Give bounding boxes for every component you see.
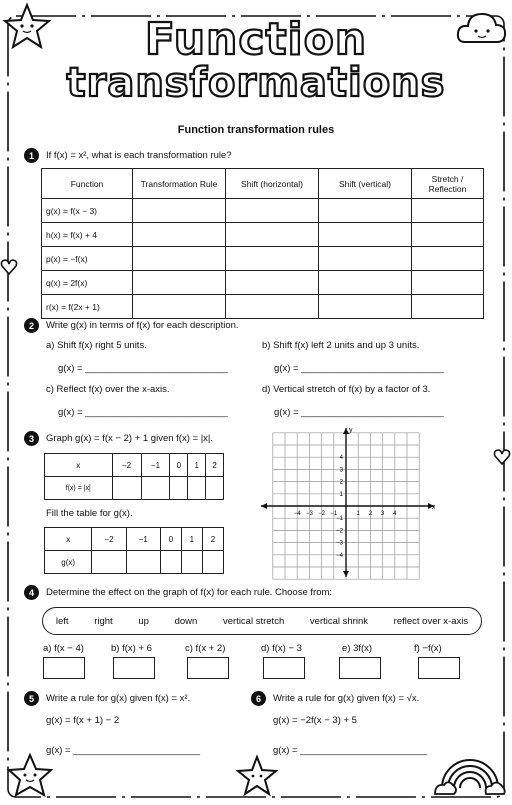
q4d-label: d) f(x) − 3 — [261, 643, 302, 654]
choice-item: right — [94, 615, 113, 627]
x-tick-label: 1 — [356, 511, 360, 517]
worksheet-title-line2: transformations — [66, 60, 446, 106]
q2d-text: d) Vertical stretch of f(x) by a factor of 3. — [262, 384, 431, 395]
answer-cell[interactable] — [412, 223, 484, 247]
q4e-label: e) 3f(x) — [342, 643, 373, 654]
q4c-label: c) f(x + 2) — [185, 643, 226, 654]
choice-item: down — [174, 615, 198, 627]
table-header-cell: −2 — [92, 528, 126, 551]
q4d-answer-box[interactable] — [263, 657, 305, 679]
answer-cell[interactable] — [412, 199, 484, 223]
table-header-cell: 2 — [202, 528, 223, 551]
choice-item: left — [55, 615, 69, 627]
worksheet-title-line1: Function — [144, 14, 368, 65]
function-cell: r(x) = f(2x + 1) — [42, 295, 133, 319]
choice-bank — [42, 607, 482, 635]
x-tick-label: −4 — [293, 511, 301, 517]
coordinate-grid[interactable] — [258, 424, 440, 580]
x-tick-label: −1 — [330, 511, 338, 517]
x-axis-label: x — [432, 504, 436, 511]
heart-icon — [493, 448, 511, 466]
answer-cell[interactable] — [319, 247, 412, 271]
x-tick-label: −3 — [305, 511, 313, 517]
answer-cell[interactable] — [412, 271, 484, 295]
choice-item: vertical shrink — [309, 615, 368, 627]
col-header-rule: Transformation Rule — [133, 169, 226, 199]
answer-cell[interactable] — [226, 247, 319, 271]
y-tick-label: 2 — [339, 479, 343, 486]
q5-prompt: Write a rule for g(x) given f(x) = x². — [46, 693, 191, 704]
function-cell: h(x) = f(x) + 4 — [42, 223, 133, 247]
q4a-label: a) f(x − 4) — [43, 643, 84, 654]
table-header-cell: x — [45, 454, 113, 477]
answer-cell[interactable] — [226, 223, 319, 247]
y-tick-label: −3 — [336, 540, 343, 547]
q4f-answer-box[interactable] — [418, 657, 460, 679]
answer-cell[interactable] — [133, 199, 226, 223]
table-row — [42, 271, 484, 295]
row-label-cell: g(x) — [45, 551, 92, 574]
question-number-6: 6 — [251, 691, 266, 706]
answer-cell[interactable] — [319, 271, 412, 295]
star-icon — [6, 752, 54, 800]
answer-cell[interactable] — [226, 271, 319, 295]
answer-cell[interactable] — [133, 271, 226, 295]
table-header-cell: 0 — [170, 454, 188, 477]
q2a-answer-line[interactable]: g(x) = ___________________________ — [58, 363, 228, 374]
question-number-4: 4 — [24, 585, 39, 600]
q4e-answer-box[interactable] — [339, 657, 381, 679]
y-arrow-down — [343, 571, 349, 577]
answer-cell[interactable] — [319, 223, 412, 247]
answer-cell[interactable] — [141, 477, 170, 500]
section-title: Function transformation rules — [177, 124, 335, 136]
table-row — [42, 223, 484, 247]
question-number-2: 2 — [24, 318, 39, 333]
table-header-cell: −2 — [112, 454, 141, 477]
y-tick-label: −1 — [336, 516, 343, 523]
col-header-shift-vertical: Shift (vertical) — [319, 169, 412, 199]
table-header-cell: x — [45, 528, 92, 551]
x-tick-label: 4 — [393, 511, 397, 517]
answer-cell[interactable] — [126, 551, 160, 574]
table-row — [42, 247, 484, 271]
q2a-text: a) Shift f(x) right 5 units. — [46, 340, 147, 351]
y-tick-label: −2 — [336, 528, 343, 535]
col-header-stretch: Stretch / Reflection — [412, 169, 484, 199]
y-axis-label: y — [349, 427, 353, 434]
choice-item: up — [138, 615, 149, 627]
choice-item: reflect over x-axis — [393, 615, 469, 627]
answer-cell[interactable] — [181, 551, 202, 574]
answer-cell[interactable] — [133, 295, 226, 319]
table-row — [42, 199, 484, 223]
q5-answer-line[interactable]: g(x) = ________________________ — [46, 745, 200, 756]
values-table-g — [44, 527, 224, 574]
y-tick-label: 4 — [339, 455, 343, 462]
table-header-cell: 0 — [160, 528, 181, 551]
answer-cell[interactable] — [133, 247, 226, 271]
col-header-shift-horizontal: Shift (horizontal) — [226, 169, 319, 199]
answer-cell[interactable] — [319, 295, 412, 319]
table-header-cell: −1 — [141, 454, 170, 477]
q4f-label: f) −f(x) — [414, 643, 442, 654]
answer-cell[interactable] — [226, 295, 319, 319]
y-tick-label: 1 — [339, 491, 343, 498]
q4c-answer-box[interactable] — [187, 657, 229, 679]
answer-cell[interactable] — [206, 477, 224, 500]
q6-prompt: Write a rule for g(x) given f(x) = √x. — [273, 693, 420, 704]
answer-cell[interactable] — [412, 295, 484, 319]
heart-icon — [0, 258, 18, 276]
q3-fill-prompt: Fill the table for g(x). — [46, 508, 133, 519]
q2-prompt: Write g(x) in terms of f(x) for each description. — [46, 320, 239, 331]
q2b-answer-line[interactable]: g(x) = ___________________________ — [274, 363, 444, 374]
q6-answer-line[interactable]: g(x) = ________________________ — [273, 745, 427, 756]
x-tick-label: 3 — [380, 511, 385, 517]
q2c-text: c) Reflect f(x) over the x-axis. — [46, 384, 170, 395]
q5-given: g(x) = f(x + 1) − 2 — [46, 715, 120, 726]
q3-prompt: Graph g(x) = f(x − 2) + 1 given f(x) = |x|. — [46, 433, 214, 444]
answer-cell[interactable] — [202, 551, 223, 574]
answer-cell[interactable] — [412, 247, 484, 271]
table-row — [42, 295, 484, 319]
question-number-3: 3 — [24, 431, 39, 446]
transformation-table — [41, 168, 484, 319]
answer-cell[interactable] — [319, 199, 412, 223]
question-number-5: 5 — [24, 691, 39, 706]
table-header-cell: −1 — [126, 528, 160, 551]
col-header-function: Function — [42, 169, 133, 199]
y-tick-label: 3 — [339, 467, 343, 474]
answer-cell[interactable] — [226, 199, 319, 223]
answer-cell[interactable] — [92, 551, 126, 574]
q4a-answer-box[interactable] — [43, 657, 85, 679]
answer-cell[interactable] — [112, 477, 141, 500]
q1-prompt: If f(x) = x², what is each transformation rule? — [46, 150, 232, 161]
q4-prompt: Determine the effect on the graph of f(x) for each rule. Choose from: — [46, 587, 333, 598]
answer-cell[interactable] — [160, 551, 181, 574]
row-label-cell: f(x) = |x| — [45, 477, 113, 500]
values-table-f — [44, 453, 224, 500]
q2b-text: b) Shift f(x) left 2 units and up 3 units. — [262, 340, 420, 351]
table-header-cell: 2 — [206, 454, 224, 477]
answer-cell[interactable] — [133, 223, 226, 247]
q4b-label: b) f(x) + 6 — [111, 643, 152, 654]
q2c-answer-line[interactable]: g(x) = ___________________________ — [58, 407, 228, 418]
q2d-answer-line[interactable]: g(x) = ___________________________ — [274, 407, 444, 418]
y-tick-label: −4 — [336, 552, 343, 559]
function-cell: q(x) = 2f(x) — [42, 271, 133, 295]
table-header-cell: 1 — [188, 454, 206, 477]
star-icon — [236, 754, 278, 800]
choice-item: vertical stretch — [222, 615, 285, 627]
x-arrow-left — [261, 503, 267, 509]
answer-cell[interactable] — [188, 477, 206, 500]
question-number-1: 1 — [24, 148, 39, 163]
function-cell: g(x) = f(x − 3) — [42, 199, 133, 223]
q6-given: g(x) = −2f(x − 3) + 5 — [273, 715, 357, 726]
rainbow-icon — [434, 732, 506, 798]
function-cell: p(x) = −f(x) — [42, 247, 133, 271]
table-header-cell: 1 — [181, 528, 202, 551]
q4b-answer-box[interactable] — [113, 657, 155, 679]
x-tick-label: −2 — [318, 511, 326, 517]
x-tick-label: 2 — [368, 511, 373, 517]
answer-cell[interactable] — [170, 477, 188, 500]
